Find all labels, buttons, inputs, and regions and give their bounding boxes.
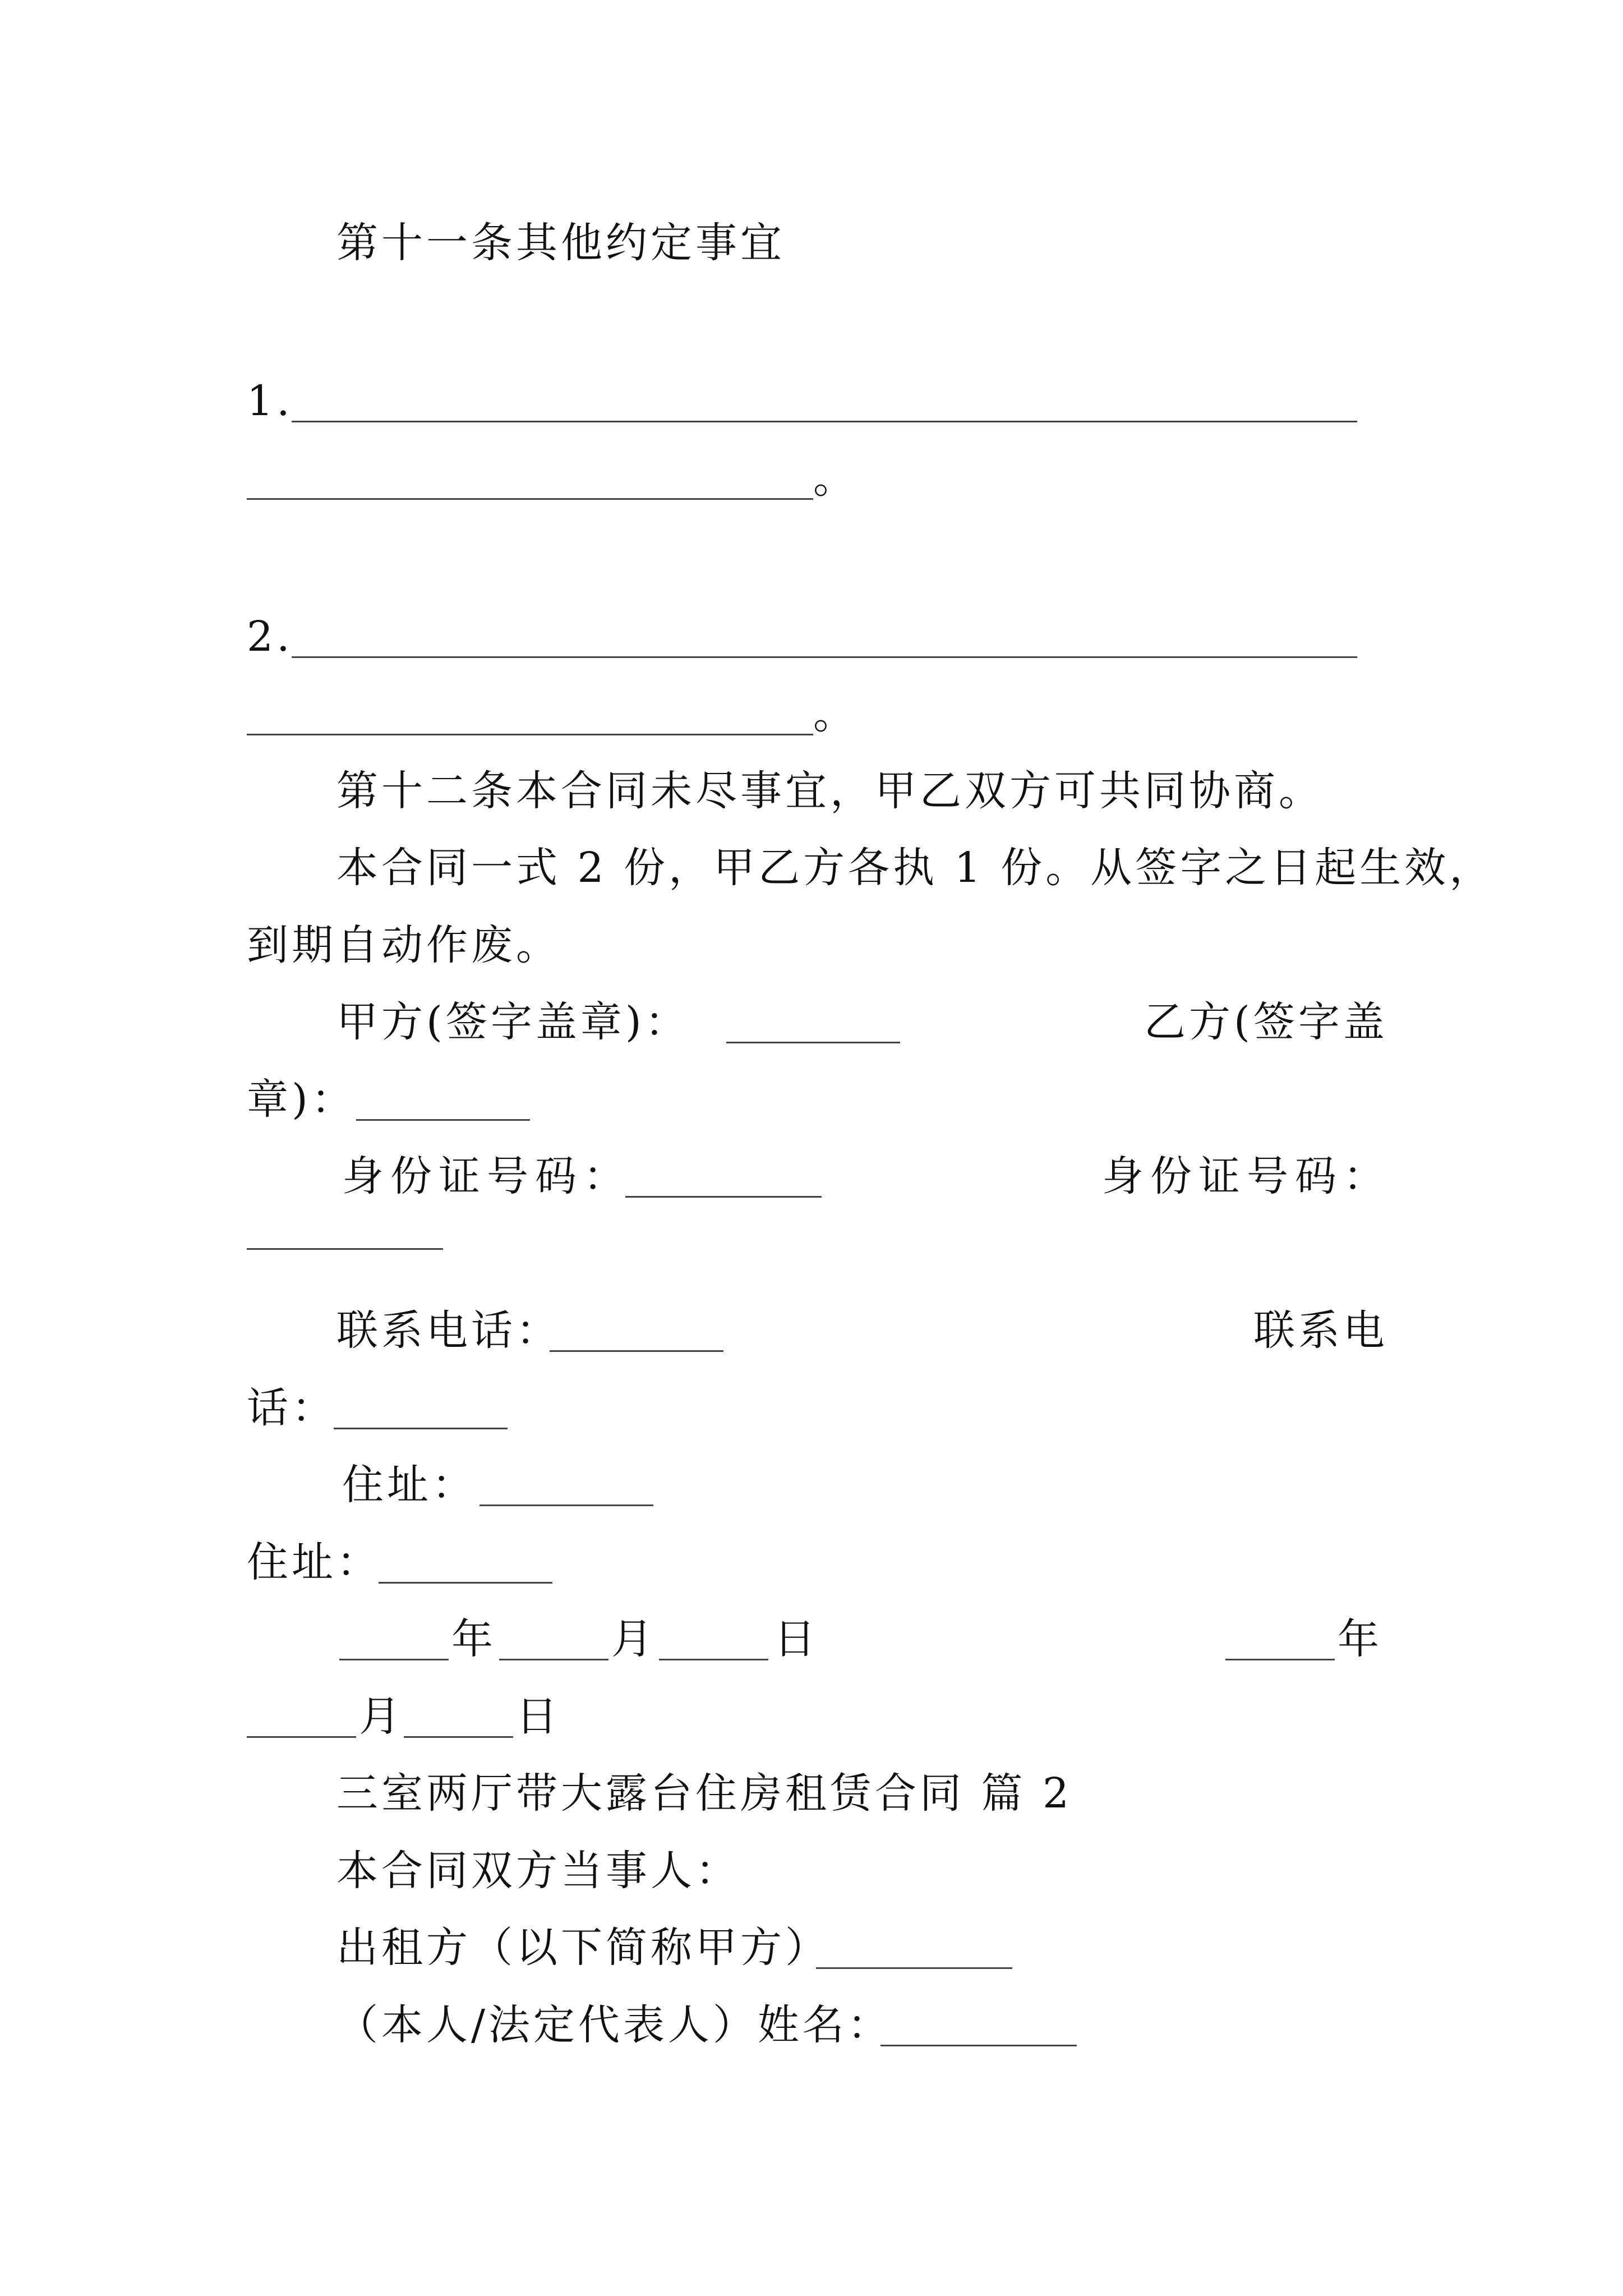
item-2-continuation — [0, 678, 1623, 751]
article-11-heading: 第十一条其他约定事宜 — [336, 219, 785, 267]
item-1-blank[interactable] — [292, 421, 1357, 422]
item-1-continuation — [0, 442, 1623, 515]
party-a-year-blank[interactable] — [339, 1659, 449, 1660]
id-line-2 — [0, 1192, 1623, 1265]
party-a-address-blank[interactable] — [479, 1504, 653, 1506]
party-b-year-blank[interactable] — [1225, 1659, 1335, 1660]
party-b-sign-blank[interactable] — [356, 1119, 530, 1121]
party-b-id-label: 身份证号码： — [1102, 1152, 1391, 1200]
copies-text-2: 到期自动作废。 — [247, 921, 561, 969]
party-a-day-label: 日 — [774, 1615, 819, 1663]
party-b-address-blank[interactable] — [379, 1582, 552, 1584]
party-a-sign-label: 甲方(签字盖章)： — [336, 998, 690, 1046]
item-1-period: 。 — [813, 454, 858, 503]
party-b-address-label: 住址： — [247, 1538, 381, 1586]
representative-label: （本人/法定代表人）姓名： — [336, 2001, 892, 2049]
party-b-phone-blank[interactable] — [334, 1428, 508, 1429]
party-a-sign-blank[interactable] — [726, 1042, 900, 1043]
item-1-line — [0, 365, 1623, 438]
copies-line-2 — [0, 909, 1623, 982]
article-11-heading-line — [0, 206, 1623, 279]
party-a-id-label: 身份证号码： — [342, 1152, 631, 1200]
address-line-2 — [0, 1526, 1623, 1599]
party-b-day-blank[interactable] — [404, 1736, 513, 1738]
lessor-label: 出租方（以下简称甲方） — [336, 1924, 830, 1972]
party-a-phone-blank[interactable] — [550, 1350, 723, 1352]
party-a-day-blank[interactable] — [659, 1659, 768, 1660]
item-2-line — [0, 600, 1623, 673]
party-b-year-label: 年 — [1338, 1615, 1382, 1663]
item-2-blank-continued[interactable] — [247, 734, 813, 735]
copies-line-1 — [0, 831, 1623, 904]
item-1-blank-continued[interactable] — [247, 498, 813, 500]
party-b-sign-label: 乙方(签字盖 — [1144, 998, 1388, 1046]
copies-text-1: 本合同一式 2 份，甲乙方各执 1 份。从签字之日起生效， — [336, 844, 1495, 892]
party-b-phone-label-cont: 话： — [247, 1384, 336, 1432]
article-12-text: 第十二条本合同未尽事宜，甲乙双方可共同协商。 — [336, 767, 1324, 815]
contract-2-title: 三室两厅带大露台住房租赁合同 篇 2 — [336, 1769, 1073, 1818]
signature-line-2 — [0, 1063, 1623, 1136]
representative-line — [0, 1989, 1623, 2062]
party-a-month-blank[interactable] — [499, 1659, 608, 1660]
party-b-month-label: 月 — [359, 1692, 404, 1741]
party-b-day-label: 日 — [516, 1692, 561, 1741]
party-b-month-blank[interactable] — [247, 1736, 356, 1738]
item-2-blank[interactable] — [292, 656, 1357, 658]
date-line — [0, 1603, 1623, 1676]
party-a-phone-label: 联系电话： — [336, 1306, 561, 1355]
party-b-phone-label: 联系电 — [1253, 1306, 1388, 1355]
representative-name-blank[interactable] — [880, 2045, 1077, 2046]
phone-line — [0, 1294, 1623, 1367]
date-line-2 — [0, 1680, 1623, 1753]
parties-intro-line — [0, 1834, 1623, 1907]
address-line — [0, 1448, 1623, 1521]
contract-2-title-line — [0, 1757, 1623, 1830]
item-2-period: 。 — [813, 690, 858, 738]
item-1-number: 1. — [247, 377, 293, 425]
party-a-year-label: 年 — [451, 1615, 496, 1663]
parties-intro: 本合同双方当事人： — [336, 1847, 740, 1895]
article-12-line — [0, 754, 1623, 827]
lessor-blank[interactable] — [816, 1967, 1012, 1969]
lessor-line — [0, 1911, 1623, 1984]
phone-line-2 — [0, 1372, 1623, 1444]
party-a-month-label: 月 — [611, 1615, 656, 1663]
party-b-id-blank[interactable] — [247, 1248, 443, 1250]
party-b-sign-label-cont: 章)： — [247, 1075, 356, 1124]
signature-line — [0, 986, 1623, 1059]
party-a-address-label: 住址： — [342, 1461, 477, 1509]
item-2-number: 2. — [247, 613, 293, 661]
